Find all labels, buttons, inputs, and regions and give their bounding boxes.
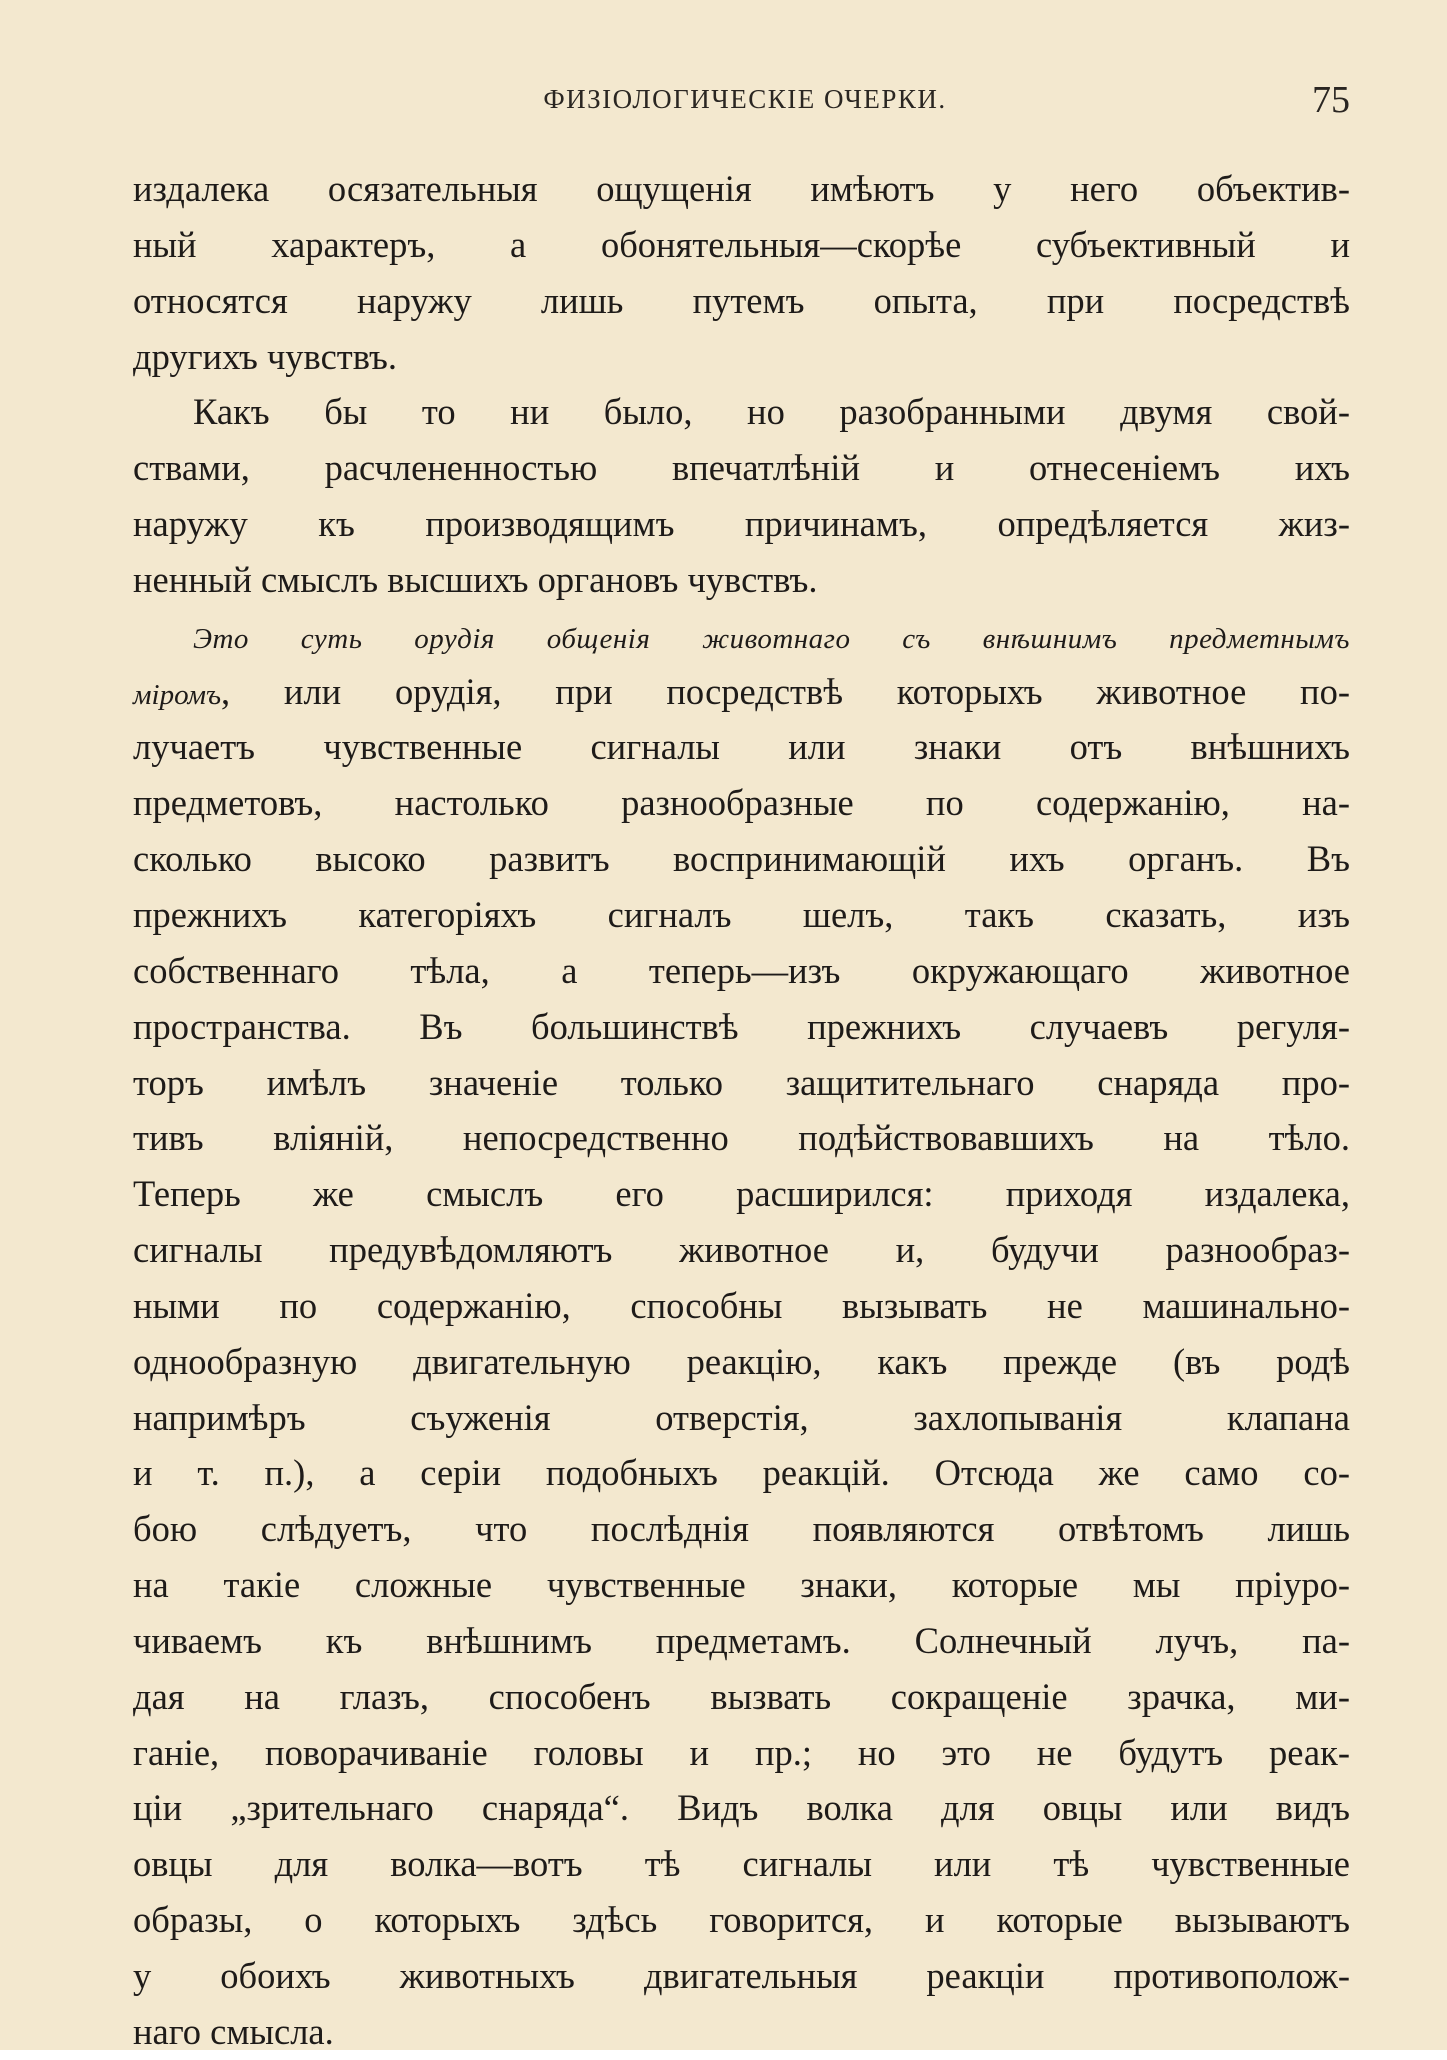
text-line: у обоихъ животныхъ двигательныя реакціи противополож-: [133, 1955, 1350, 1996]
body-text: [133, 161, 1350, 2060]
text-line: [133, 664, 1350, 720]
text-line: сколько высоко развитъ воспринимающій ихъ органъ. Въ: [133, 838, 1350, 880]
text-line: издалека осязательныя ощущенія имѣютъ у него объектив-: [133, 168, 1350, 209]
text-line: ненный смыслъ высшихъ органовъ чувствъ.: [133, 558, 818, 600]
text-line: собственнаго тѣла, а теперь—изъ окружающаго животное: [133, 949, 1350, 991]
text-line: ціи „зрительнаго снаряда“. Видъ волка для овцы или видъ: [133, 1787, 1350, 1829]
text-line: тивъ вліяній, непосредственно подѣйствовавшихъ на тѣло.: [133, 1117, 1350, 1159]
italic-emphasis: Это суть орудія общенія животнаго съ внѣшнимъ предметнымъ: [193, 622, 1350, 655]
text-line: дая на глазъ, способенъ вызвать сокращеніе зрачка, ми-: [133, 1675, 1350, 1717]
text-line: относятся наружу лишь путемъ опыта, при посредствѣ: [133, 279, 1350, 321]
text-line: Теперь же смыслъ его расширился: приходя издалека,: [133, 1173, 1350, 1215]
text-line: ствами, расчлененностью впечатлѣній и отнесеніемъ ихъ: [133, 447, 1350, 489]
text-line: напримѣръ съуженія отверстія, захлопыванія клапана: [133, 1396, 1350, 1438]
running-title: ФИЗІОЛОГИЧЕСКІЕ ОЧЕРКИ.: [543, 84, 947, 114]
text-line: чиваемъ къ внѣшнимъ предметамъ. Солнечный лучъ, па-: [133, 1619, 1350, 1661]
text-line: торъ имѣлъ значеніе только защитительнаго снаряда про-: [133, 1061, 1350, 1103]
text-line: другихъ чувствъ.: [133, 335, 398, 377]
text-line: сигналы предувѣдомляютъ животное и, будучи разнообраз-: [133, 1229, 1350, 1271]
text-line: наго смысла.: [133, 2010, 334, 2052]
page-number: 75: [1312, 79, 1350, 121]
text-line: предметовъ, настолько разнообразные по содержанію, на-: [133, 782, 1350, 824]
text-line: наружу къ производящимъ причинамъ, опредѣляется жиз-: [133, 503, 1350, 545]
text-line-rest: , или орудія, при посредствѣ которыхъ животное по-: [221, 670, 1350, 712]
text-line: ганіе, поворачиваніе головы и пр.; но это не будутъ реак-: [133, 1731, 1350, 1773]
italic-emphasis-end: міромъ: [133, 678, 222, 711]
text-line: на такіе сложные чувственные знаки, которые мы пріуро-: [133, 1564, 1350, 1606]
text-line: однообразную двигательную реакцію, какъ прежде (въ родѣ: [133, 1340, 1350, 1382]
text-line: образы, о которыхъ здѣсь говорится, и которые вызываютъ: [133, 1899, 1350, 1941]
text-line: пространства. Въ большинствѣ прежнихъ случаевъ регуля-: [133, 1005, 1350, 1047]
running-head: [140, 78, 1350, 122]
text-line: прежнихъ категоріяхъ сигналъ шелъ, такъ сказать, изъ: [133, 893, 1350, 935]
italic-emphasis-line: [133, 608, 1350, 664]
text-line: лучаетъ чувственные сигналы или знаки отъ внѣшнихъ: [133, 726, 1350, 768]
text-line: овцы для волка—вотъ тѣ сигналы или тѣ чувственные: [133, 1843, 1350, 1885]
text-line: бою слѣдуетъ, что послѣднія появляются отвѣтомъ лишь: [133, 1508, 1350, 1550]
text-line: ными по содержанію, способны вызывать не машинально-: [133, 1284, 1350, 1326]
paragraph-first-line: Какъ бы то ни было, но разобранными двумя свой-: [193, 391, 1350, 433]
text-line: и т. п.), а серіи подобныхъ реакцій. Отсюда же само со-: [133, 1452, 1350, 1494]
text-line: ный характеръ, а обонятельныя—скорѣе субъективный и: [133, 223, 1350, 265]
